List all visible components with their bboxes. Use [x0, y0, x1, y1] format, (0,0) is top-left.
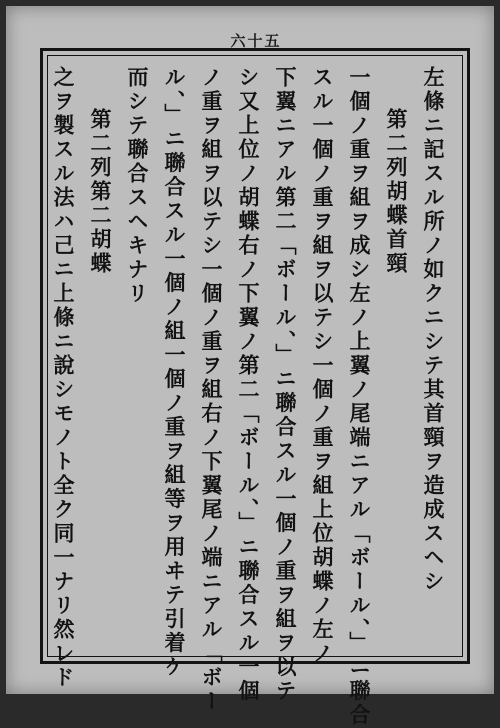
- text-column: 一個ノ重ヲ組ヲ成シ左ノ上翼ノ尾端ニアル「ボール、」ニ聯合: [347, 66, 372, 728]
- text-frame-inner: [47, 55, 463, 728]
- text-column: ル、」ニ聯合スル一個ノ組一個ノ重ヲ組等ヲ用ヰテ引着ケ: [162, 66, 187, 680]
- text-column: 而シテ聯合スヘキナリ: [125, 66, 150, 306]
- section-heading-second-butterfly: 第二列第二胡蝶: [88, 108, 113, 276]
- text-column: スル一個ノ重ヲ組ヲ以テシ一個ノ重ヲ組上位胡蝶ノ左ノ: [310, 66, 335, 666]
- vertical-text-block: [51, 66, 452, 728]
- page-number: 六十五: [230, 32, 282, 50]
- section-heading-first-column-butterfly-neck: 第二列胡蝶首頸: [384, 108, 409, 276]
- text-column: ノ重ヲ組ヲ以テシ一個ノ重ヲ組右ノ下翼尾ノ端ニアル「ボー: [199, 66, 224, 714]
- text-column: 下翼ニアル第二「ボール、」ニ聯合スル一個ノ重ヲ組ヲ以テ: [273, 66, 298, 704]
- text-column: シ又上位ノ胡蝶右ノ下翼ノ第二「ボール、」ニ聯合スル一個: [236, 66, 261, 704]
- text-column: 左條ニ記スル所ノ如クニシテ其首頸ヲ造成スヘシ: [421, 66, 446, 594]
- book-page: [6, 6, 494, 728]
- text-frame: [40, 48, 470, 728]
- text-column: 之ヲ製スル法ハ己ニ上條ニ說シモノト全ク同一ナリ然レド: [51, 66, 76, 690]
